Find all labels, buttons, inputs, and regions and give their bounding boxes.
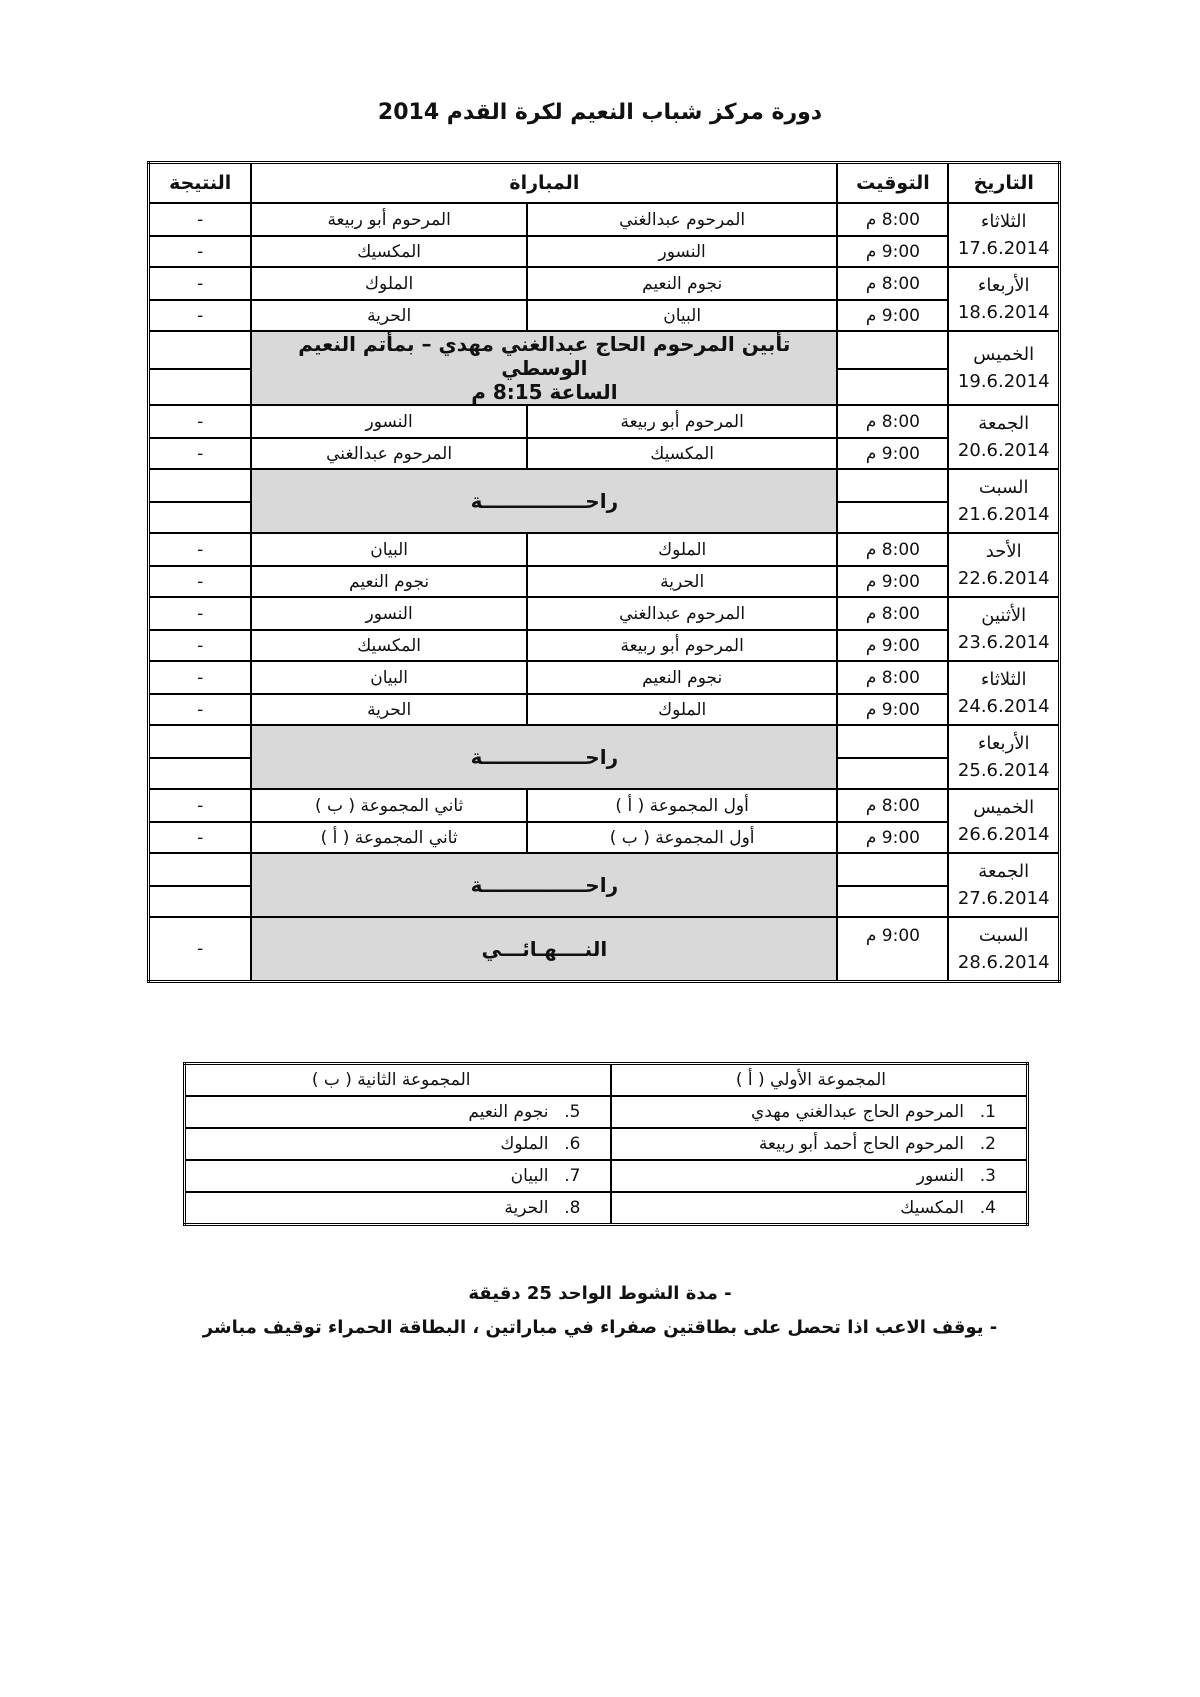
team-number: 6. — [564, 1134, 581, 1154]
date-cell — [948, 405, 1059, 469]
team-away-cell: المكسيك — [251, 630, 527, 661]
memorial-note-cell — [251, 331, 837, 405]
header-match: المباراة — [251, 163, 837, 204]
groups-header-row — [185, 1064, 1028, 1097]
result-cell — [149, 725, 252, 758]
table-row — [149, 597, 1060, 630]
header-date: التاريخ — [948, 163, 1059, 204]
team-away-cell: الحرية — [251, 300, 527, 331]
group-b-team — [185, 1160, 612, 1192]
table-row — [149, 694, 1060, 725]
team-number: 3. — [979, 1166, 996, 1186]
team-home-cell: النسور — [527, 236, 838, 267]
time-cell — [837, 886, 948, 917]
team-home-cell: نجوم النعيم — [527, 661, 838, 694]
result-cell — [149, 331, 252, 369]
result-cell: - — [149, 405, 252, 438]
match-schedule-table — [147, 161, 1061, 983]
rest-day-cell: راحـــــــــــــــة — [251, 725, 837, 789]
team-away-cell: نجوم النعيم — [251, 566, 527, 597]
memorial-note-line: تأبين المرحوم الحاج عبدالغني مهدي – بمأتم النعيم الوسطي — [298, 332, 791, 380]
date-cell — [948, 597, 1059, 661]
date-cell — [948, 469, 1059, 533]
team-away-cell: البيان — [251, 661, 527, 694]
time-cell: 8:00 م — [837, 533, 948, 566]
date-cell — [948, 533, 1059, 597]
team-away-cell: المرحوم عبدالغني — [251, 438, 527, 469]
day-name: الأثنين — [981, 605, 1027, 626]
header-result: النتيجة — [149, 163, 252, 204]
day-name: الأربعاء — [977, 275, 1030, 296]
team-away-cell: الملوك — [251, 267, 527, 300]
result-cell: - — [149, 630, 252, 661]
rest-day-cell: راحـــــــــــــــة — [251, 853, 837, 917]
day-name: الجمعة — [978, 861, 1030, 882]
result-cell: - — [149, 203, 252, 236]
groups-table — [183, 1062, 1029, 1226]
group-row — [185, 1096, 1028, 1128]
team-number: 7. — [564, 1166, 581, 1186]
team-name: المرحوم الحاج عبدالغني مهدي — [751, 1102, 964, 1122]
team-away-cell: ثاني المجموعة ( أ ) — [251, 822, 527, 853]
note-card-rule: - يوقف الاعب اذا تحصل على بطاقتين صفراء في مباراتين ، البطاقة الحمراء توقيف مباشر — [202, 1317, 998, 1338]
result-cell: - — [149, 822, 252, 853]
group-b-team — [185, 1192, 612, 1225]
team-home-cell: الحرية — [527, 566, 838, 597]
team-name: البيان — [510, 1166, 549, 1186]
date-value: 24.6.2014 — [957, 696, 1050, 717]
result-cell: - — [149, 300, 252, 331]
time-cell: 9:00 م — [837, 300, 948, 331]
table-row — [149, 300, 1060, 331]
time-cell: 9:00 م — [837, 438, 948, 469]
day-name: الأحد — [985, 541, 1022, 562]
date-value: 23.6.2014 — [957, 632, 1050, 653]
date-value: 22.6.2014 — [957, 568, 1050, 589]
date-cell — [948, 789, 1059, 853]
result-cell: - — [149, 597, 252, 630]
result-cell: - — [149, 438, 252, 469]
group-a-title: المجموعة الأولي ( أ ) — [611, 1064, 1027, 1097]
date-value: 21.6.2014 — [957, 504, 1050, 525]
group-a-team — [611, 1096, 1027, 1128]
date-cell — [948, 267, 1059, 331]
time-cell — [837, 369, 948, 405]
date-value: 26.6.2014 — [957, 824, 1050, 845]
result-cell — [149, 758, 252, 789]
time-cell: 8:00 م — [837, 267, 948, 300]
table-row — [149, 533, 1060, 566]
date-value: 25.6.2014 — [957, 760, 1050, 781]
result-cell: - — [149, 267, 252, 300]
time-cell: 8:00 م — [837, 597, 948, 630]
date-value: 17.6.2014 — [957, 238, 1050, 259]
result-cell — [149, 369, 252, 405]
memorial-note-time: الساعة 8:15 م — [471, 380, 618, 404]
team-name: الملوك — [500, 1134, 549, 1154]
group-row — [185, 1128, 1028, 1160]
table-row — [149, 236, 1060, 267]
date-cell — [948, 853, 1059, 917]
team-away-cell: النسور — [251, 405, 527, 438]
group-a-team — [611, 1192, 1027, 1225]
table-row — [149, 566, 1060, 597]
rest-day-cell: راحـــــــــــــــة — [251, 469, 837, 533]
day-name: السبت — [978, 477, 1029, 498]
note-half-duration: - مدة الشوط الواحد 25 دقيقة — [468, 1283, 732, 1304]
result-cell: - — [149, 533, 252, 566]
date-cell — [948, 661, 1059, 725]
time-cell: 8:00 م — [837, 789, 948, 822]
date-value: 27.6.2014 — [957, 888, 1050, 909]
time-cell: 8:00 م — [837, 661, 948, 694]
time-cell — [837, 758, 948, 789]
day-name: الجمعة — [978, 413, 1030, 434]
table-row — [149, 203, 1060, 236]
group-a-team — [611, 1128, 1027, 1160]
table-row — [149, 405, 1060, 438]
day-name: الأربعاء — [977, 733, 1030, 754]
final-match-cell: النــــهـائـــي — [251, 917, 837, 981]
team-home-cell: نجوم النعيم — [527, 267, 838, 300]
team-name: الحرية — [504, 1198, 549, 1218]
team-home-cell: أول المجموعة ( ب ) — [527, 822, 838, 853]
team-away-cell: النسور — [251, 597, 527, 630]
date-value: 18.6.2014 — [957, 302, 1050, 323]
result-cell — [149, 502, 252, 533]
team-away-cell: ثاني المجموعة ( ب ) — [251, 789, 527, 822]
time-cell: 8:00 م — [837, 405, 948, 438]
time-cell: 9:00 م — [837, 236, 948, 267]
schedule-body — [149, 203, 1060, 981]
time-cell — [837, 502, 948, 533]
date-cell — [948, 725, 1059, 789]
result-cell — [149, 853, 252, 886]
time-cell: 8:00 م — [837, 203, 948, 236]
schedule-header-row — [149, 163, 1060, 204]
time-cell — [837, 853, 948, 886]
time-cell: 9:00 م — [837, 630, 948, 661]
team-name: المكسيك — [900, 1198, 964, 1218]
result-cell — [149, 469, 252, 502]
table-row — [149, 725, 1060, 758]
team-number: 5. — [564, 1102, 581, 1122]
group-a-team — [611, 1160, 1027, 1192]
group-b-team — [185, 1128, 612, 1160]
team-home-cell: أول المجموعة ( أ ) — [527, 789, 838, 822]
table-row — [149, 917, 1060, 950]
day-name: السبت — [978, 924, 1029, 946]
date-value: 19.6.2014 — [957, 371, 1050, 392]
table-row — [149, 331, 1060, 369]
day-name: الثلاثاء — [980, 669, 1027, 690]
table-row — [149, 661, 1060, 694]
team-away-cell: المرحوم أبو ربيعة — [251, 203, 527, 236]
team-number: 4. — [979, 1198, 996, 1218]
result-cell: - — [149, 566, 252, 597]
team-home-cell: البيان — [527, 300, 838, 331]
table-row — [149, 267, 1060, 300]
table-row — [149, 438, 1060, 469]
time-cell: 9:00 م — [837, 917, 948, 981]
day-name: الخميس — [973, 797, 1035, 818]
day-name: الخميس — [973, 344, 1035, 365]
result-cell: - — [149, 917, 252, 981]
group-b-title: المجموعة الثانية ( ب ) — [185, 1064, 612, 1097]
team-home-cell: المرحوم عبدالغني — [527, 203, 838, 236]
date-value: 20.6.2014 — [957, 440, 1050, 461]
team-home-cell: المكسيك — [527, 438, 838, 469]
result-cell: - — [149, 694, 252, 725]
team-home-cell: المرحوم أبو ربيعة — [527, 630, 838, 661]
group-b-team — [185, 1096, 612, 1128]
team-home-cell: الملوك — [527, 533, 838, 566]
table-row — [149, 789, 1060, 822]
header-time: التوقيت — [837, 163, 948, 204]
team-home-cell: الملوك — [527, 694, 838, 725]
time-cell: 9:00 م — [837, 694, 948, 725]
result-cell: - — [149, 661, 252, 694]
team-number: 8. — [564, 1198, 581, 1218]
date-cell — [948, 917, 1059, 981]
day-name: الثلاثاء — [980, 211, 1027, 232]
date-cell — [948, 203, 1059, 267]
result-cell: - — [149, 236, 252, 267]
team-number: 1. — [979, 1102, 996, 1122]
team-name: نجوم النعيم — [468, 1102, 549, 1122]
team-name: النسور — [916, 1166, 964, 1186]
result-cell: - — [149, 789, 252, 822]
group-row — [185, 1160, 1028, 1192]
time-cell: 9:00 م — [837, 566, 948, 597]
page-title: دورة مركز شباب النعيم لكرة القدم 2014 — [377, 100, 823, 125]
group-row — [185, 1192, 1028, 1225]
result-cell — [149, 886, 252, 917]
team-number: 2. — [979, 1134, 996, 1154]
team-name: المرحوم الحاج أحمد أبو ربيعة — [758, 1134, 964, 1154]
table-row — [149, 630, 1060, 661]
table-row — [149, 822, 1060, 853]
time-cell: 9:00 م — [837, 822, 948, 853]
table-row — [149, 469, 1060, 502]
team-home-cell: المرحوم أبو ربيعة — [527, 405, 838, 438]
team-away-cell: المكسيك — [251, 236, 527, 267]
date-cell — [948, 331, 1059, 405]
table-row — [149, 853, 1060, 886]
date-value: 28.6.2014 — [957, 951, 1050, 973]
time-cell — [837, 469, 948, 502]
time-cell — [837, 725, 948, 758]
team-home-cell: المرحوم عبدالغني — [527, 597, 838, 630]
time-cell — [837, 331, 948, 369]
team-away-cell: الحرية — [251, 694, 527, 725]
team-away-cell: البيان — [251, 533, 527, 566]
